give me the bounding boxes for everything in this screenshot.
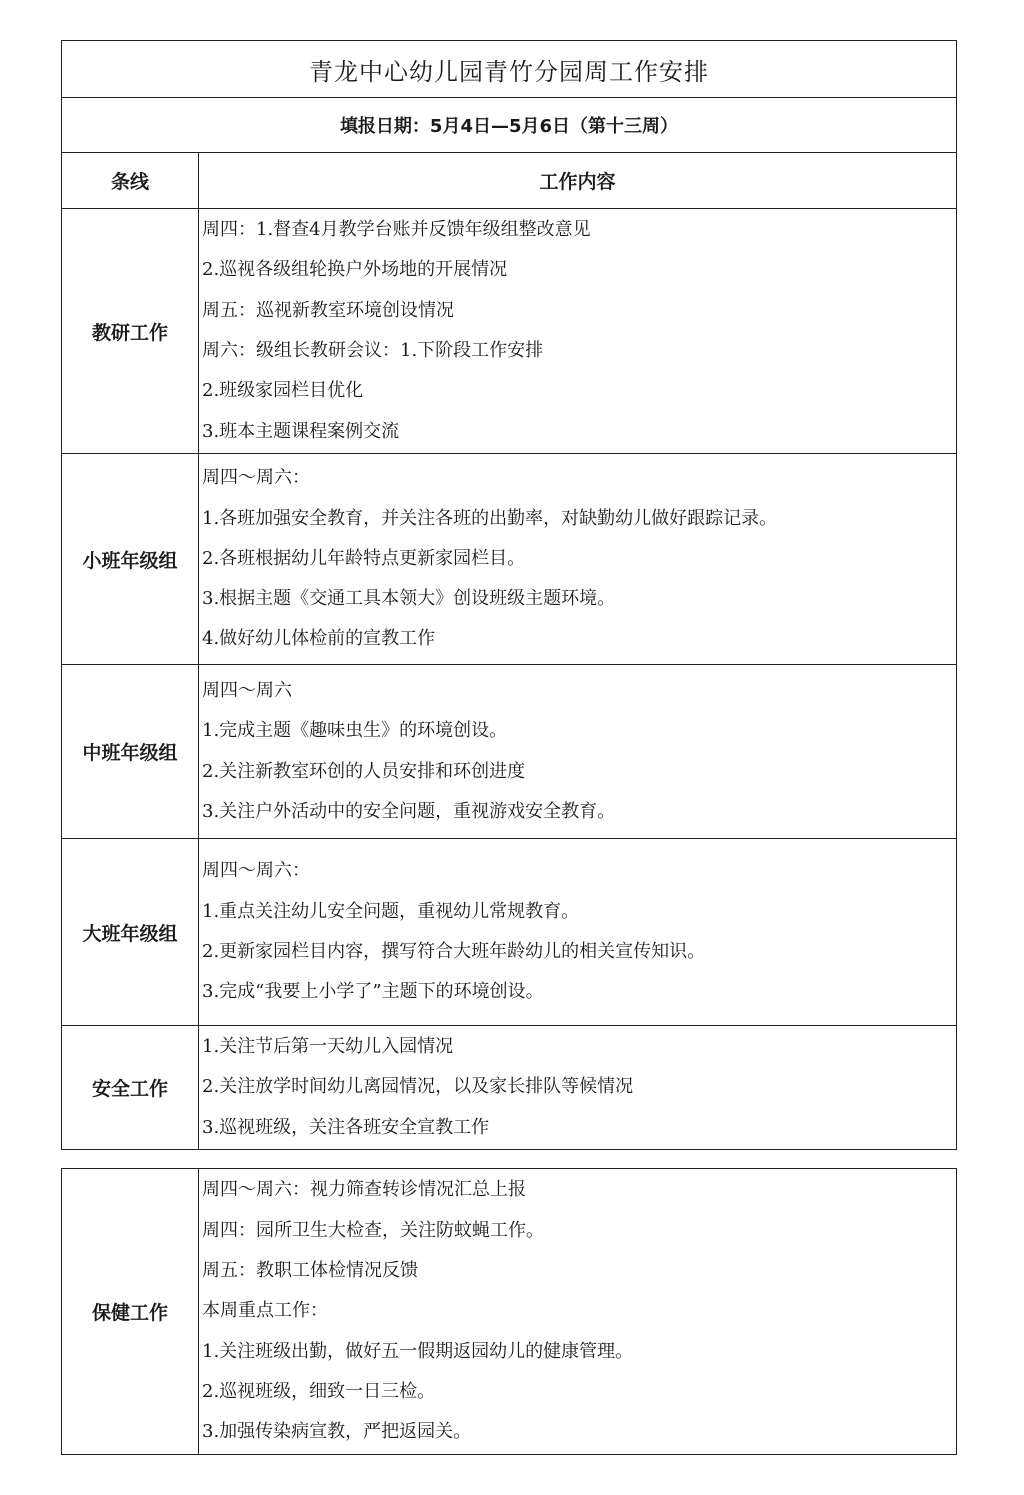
row-content	[199, 454, 957, 665]
content-line: 3.根据主题《交通工具本领大》创设班级主题环境。	[202, 588, 616, 610]
table-row	[62, 839, 957, 1026]
content-line: 周四～周六：视力筛查转诊情况汇总上报	[202, 1179, 526, 1201]
row-category: 大班年级组	[62, 839, 199, 1026]
column-header-category: 条线	[62, 153, 199, 209]
row-category: 安全工作	[62, 1026, 199, 1150]
content-line: 3.关注户外活动中的安全问题，重视游戏安全教育。	[202, 800, 616, 822]
content-line: 周五：教职工体检情况反馈	[202, 1260, 418, 1282]
table-row	[62, 1026, 957, 1150]
content-line: 1.关注节后第一天幼儿入园情况	[202, 1036, 454, 1058]
content-line: 2.关注新教室环创的人员安排和环创进度	[202, 760, 526, 782]
row-content	[199, 839, 957, 1026]
content-line: 1.各班加强安全教育，并关注各班的出勤率，对缺勤幼儿做好跟踪记录。	[202, 507, 778, 529]
schedule-table	[61, 40, 957, 1150]
row-category: 保健工作	[62, 1169, 199, 1455]
content-line: 2.巡视班级，细致一日三检。	[202, 1380, 436, 1402]
content-line: 周四：园所卫生大检查，关注防蚊蝇工作。	[202, 1219, 544, 1241]
content-line: 周六：级组长教研会议：1.下阶段工作安排	[202, 340, 544, 361]
page-title: 青龙中心幼儿园青竹分园周工作安排	[62, 41, 957, 98]
row-category: 小班年级组	[62, 454, 199, 665]
content-line: 周四：1.督查4月教学台账并反馈年级组整改意见	[202, 219, 591, 241]
content-line: 本周重点工作：	[202, 1300, 328, 1322]
content-line: 2.班级家园栏目优化	[202, 380, 364, 402]
content-line: 1.关注班级出勤，做好五一假期返园幼儿的健康管理。	[202, 1340, 634, 1362]
header-row	[62, 153, 957, 209]
row-content	[199, 1026, 957, 1150]
row-content	[199, 665, 957, 839]
content-line: 周五：巡视新教室环境创设情况	[202, 299, 454, 321]
content-line: 周四～周六：	[202, 467, 310, 489]
content-line: 3.加强传染病宣教，严把返园关。	[202, 1421, 472, 1443]
content-line: 2.更新家园栏目内容，撰写符合大班年龄幼儿的相关宣传知识。	[202, 941, 706, 962]
table-row	[62, 454, 957, 665]
content-line: 1.重点关注幼儿安全问题，重视幼儿常规教育。	[202, 900, 580, 922]
content-line: 2.关注放学时间幼儿离园情况，以及家长排队等候情况	[202, 1076, 634, 1098]
row-content	[199, 209, 957, 454]
table-row	[62, 665, 957, 839]
table-row	[62, 1169, 957, 1455]
table-row	[62, 209, 957, 454]
content-line: 2.巡视各级组轮换户外场地的开展情况	[202, 259, 508, 281]
row-category: 中班年级组	[62, 665, 199, 839]
content-line: 3.巡视班级，关注各班安全宣教工作	[202, 1116, 490, 1138]
row-category: 教研工作	[62, 209, 199, 454]
report-date: 填报日期：5月4日—5月6日（第十三周）	[62, 98, 957, 153]
schedule-table-continued	[61, 1168, 957, 1455]
content-line: 周四～周六	[202, 679, 292, 701]
content-line: 4.做好幼儿体检前的宣教工作	[202, 628, 436, 650]
content-line: 3.完成“我要上小学了”主题下的环境创设。	[202, 981, 544, 1003]
content-line: 2.各班根据幼儿年龄特点更新家园栏目。	[202, 547, 526, 569]
title-row	[62, 41, 957, 98]
content-line: 周四～周六：	[202, 860, 310, 882]
content-line: 3.班本主题课程案例交流	[202, 420, 400, 442]
date-row	[62, 98, 957, 153]
row-content	[199, 1169, 957, 1455]
column-header-content: 工作内容	[199, 153, 957, 209]
content-line: 1.完成主题《趣味虫生》的环境创设。	[202, 720, 508, 742]
